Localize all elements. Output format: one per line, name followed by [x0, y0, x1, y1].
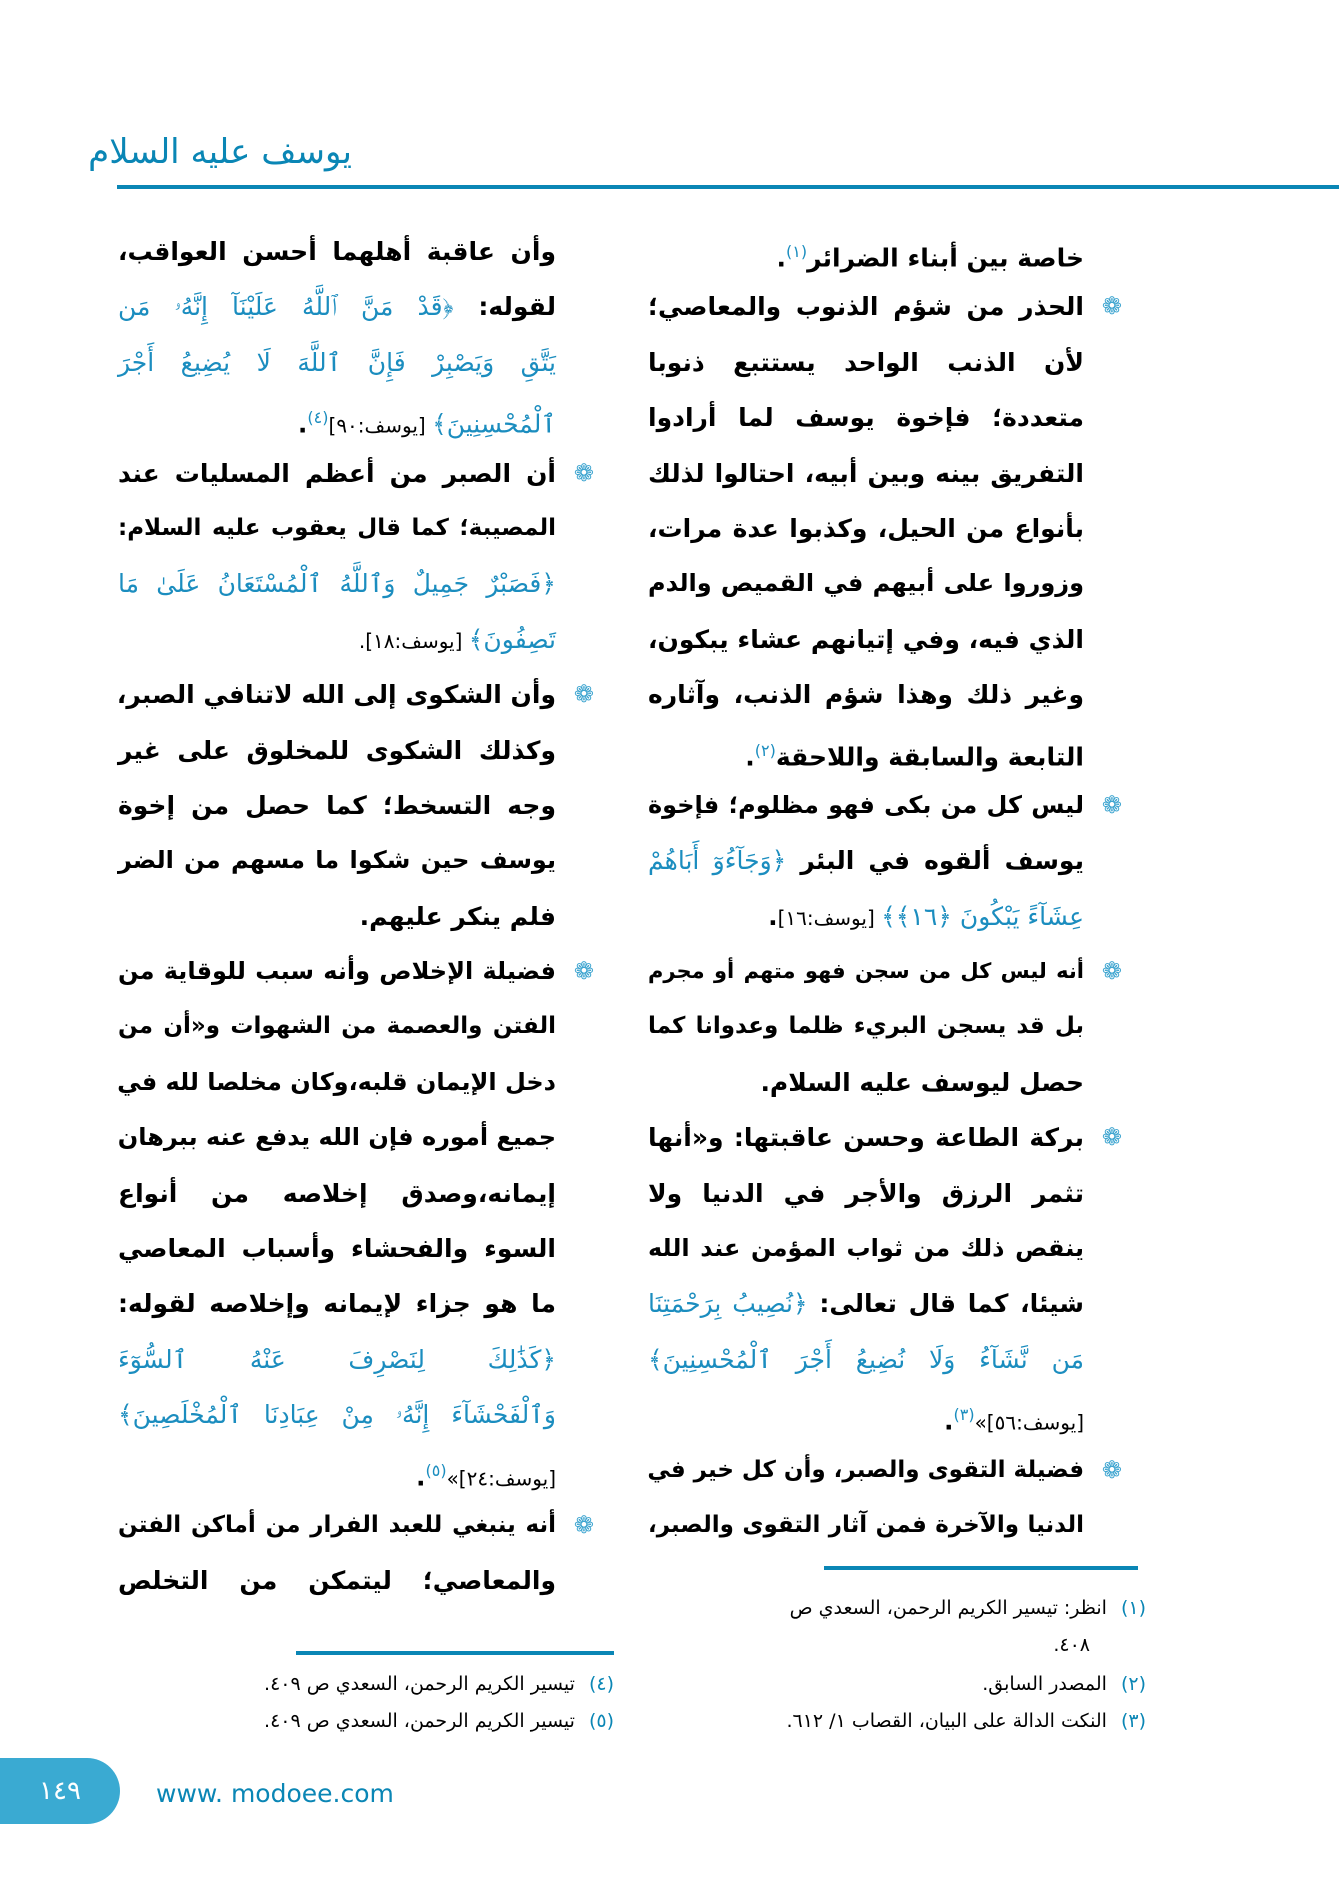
text-line	[118, 1332, 556, 1387]
body-text: إيمانه،وصدق إخلاصه من أنواع	[118, 1178, 556, 1208]
body-text: السوء والفحشاء وأسباب المعاصي	[118, 1234, 556, 1264]
verse-reference: [يوسف:٩٠]	[328, 413, 433, 438]
website-url[interactable]: www. modoee.com	[156, 1779, 394, 1808]
body-text: وأن الشكوى إلى الله لاتنافي الصبر،	[116, 680, 556, 710]
body-text: التابعة والسابقة واللاحقة	[775, 741, 1084, 771]
text-line	[648, 1221, 1084, 1276]
footnote-text: النكت الدالة على البيان، القصاب ١/ ٦١٢.	[786, 1710, 1107, 1732]
text-line	[118, 612, 556, 667]
text-line	[118, 556, 556, 611]
body-text: .	[943, 1406, 954, 1436]
text-line	[648, 1498, 1084, 1553]
footnote-1-continued	[1053, 1627, 1090, 1663]
text-line	[648, 833, 1084, 888]
verse-reference: [يوسف:١٨].	[358, 628, 469, 653]
quran-verse: وَٱلْفَحْشَآءَ إِنَّهُۥ مِنْ عِبَادِنَا ٱلْمُخْلَصِينَ﴾	[118, 1400, 556, 1430]
quran-verse: ﴿كَذَٰلِكَ لِنَصْرِفَ عَنْهُ ٱلسُّوٓءَ	[118, 1344, 556, 1374]
footnote-marker[interactable]: (٤)	[307, 408, 329, 428]
body-text: .	[415, 1461, 426, 1491]
right-text-column	[647, 224, 1122, 1553]
bullet-point-line	[118, 944, 594, 999]
text-line	[118, 1110, 556, 1165]
text-line	[118, 723, 556, 778]
footnote-text: تيسير الكريم الرحمن، السعدي ص ٤٠٩.	[264, 1673, 575, 1695]
body-text: أن الصبر من أعظم المسليات عند	[118, 458, 556, 488]
footnote-5	[264, 1703, 614, 1739]
bullet-flower-icon: ❁	[1101, 1455, 1122, 1484]
body-text: جميع أموره فإن الله يدفع عنه ببرهان	[117, 1123, 556, 1152]
body-text: .	[768, 901, 778, 931]
text-line	[648, 501, 1084, 556]
body-text: وغير ذلك وهذا شؤم الذنب، وآثاره	[648, 680, 1084, 710]
body-text: فلم ينكر عليهم.	[359, 901, 556, 931]
bullet-flower-icon: ❁	[1101, 1123, 1122, 1152]
body-text: بأنواع من الحيل، وكذبوا عدة مرات،	[648, 513, 1084, 543]
body-text: المصيبة؛ كما قال يعقوب عليه السلام:	[118, 514, 556, 541]
footnote-2	[982, 1666, 1146, 1702]
body-text: شيئا، كما قال تعالى:	[807, 1289, 1084, 1319]
body-text: الدنيا والآخرة فمن آثار التقوى والصبر،	[648, 1511, 1084, 1538]
text-line	[648, 335, 1084, 390]
quran-verse: ﴿نُصِيبُ بِرَحْمَتِنَا	[648, 1289, 808, 1319]
text-line	[648, 667, 1084, 722]
body-text: فضيلة التقوى والصبر، وأن كل خير في	[647, 1456, 1084, 1483]
body-text: يوسف حين شكوا ما مسهم من الضر	[118, 846, 556, 875]
footnote-number: (٢)	[1120, 1673, 1146, 1695]
bullet-point-line	[648, 279, 1122, 334]
body-text: ينقص ذلك من ثواب المؤمن عند الله	[648, 1234, 1084, 1263]
text-line	[118, 889, 556, 944]
bullet-point-line	[648, 778, 1122, 833]
text-line	[648, 1387, 1084, 1442]
footnote-text: المصدر السابق.	[982, 1673, 1107, 1695]
footnote-number: (٤)	[588, 1673, 614, 1695]
body-text: تثمر الرزق والأجر في الدنيا ولا	[648, 1178, 1084, 1208]
footnote-4	[264, 1666, 614, 1702]
bullet-flower-icon: ❁	[573, 957, 594, 986]
text-line	[648, 889, 1084, 944]
text-line	[648, 390, 1084, 445]
text-line	[648, 224, 1084, 279]
bullet-point-line	[116, 667, 594, 722]
text-line	[118, 778, 556, 833]
text-line	[648, 1166, 1084, 1221]
body-text: بل قد يسجن البريء ظلما وعدوانا كما	[648, 1013, 1084, 1040]
quran-verse: مَن نَّشَآءُ وَلَا نُضِيعُ أَجْرَ ٱلْمُحْسِنِينَ﴾	[648, 1344, 1084, 1374]
body-text: وجه التسخط؛ كما حصل من إخوة	[118, 790, 556, 820]
quran-verse: يَتَّقِ وَيَصْبِرْ فَإِنَّ ٱللَّهَ لَا يُضِيعُ أَجْرَ	[118, 347, 556, 377]
bullet-flower-icon: ❁	[573, 458, 594, 487]
body-text: ما هو جزاء لإيمانه وإخلاصه لقوله:	[118, 1289, 556, 1319]
text-line	[118, 501, 556, 556]
bullet-flower-icon: ❁	[573, 1510, 594, 1539]
body-text: فضيلة الإخلاص وأنه سبب للوقاية من	[118, 957, 556, 986]
bullet-point-line	[118, 446, 594, 501]
footnote-3	[786, 1703, 1146, 1739]
page-number: ١٤٩	[39, 1776, 81, 1806]
text-line	[118, 999, 556, 1054]
body-text: والمعاصي؛ ليتمكن من التخلص	[118, 1566, 556, 1596]
quran-verse: ﴿وَجَآءُوٓ أَبَاهُمْ	[648, 846, 787, 876]
footnote-marker[interactable]: (٢)	[754, 740, 776, 760]
bullet-point-line	[118, 1498, 594, 1553]
verse-reference: [يوسف:٥٦]»	[974, 1410, 1084, 1435]
text-line	[118, 1276, 556, 1331]
bullet-point-line	[647, 1443, 1122, 1498]
bullet-flower-icon: ❁	[1101, 957, 1122, 986]
text-line	[118, 390, 556, 445]
text-line	[648, 446, 1084, 501]
body-text: أنه ينبغي للعبد الفرار من أماكن الفتن	[118, 1511, 556, 1538]
quran-verse: ﴿قَدْ مَنَّ ٱللَّهُ عَلَيْنَآ إِنَّهُۥ مَن	[118, 292, 454, 322]
bullet-point-line	[648, 1110, 1122, 1165]
body-text: وأن عاقبة أهلهما أحسن العواقب،	[118, 237, 556, 266]
text-line	[118, 833, 556, 888]
page-number-tab	[0, 1758, 120, 1824]
text-line	[118, 1553, 556, 1608]
footnote-divider-left	[296, 1651, 614, 1655]
body-text: .	[297, 409, 308, 439]
text-line	[648, 556, 1084, 611]
footnote-text: انظر: تيسير الكريم الرحمن، السعدي ص	[789, 1597, 1107, 1619]
body-text: الذي فيه، وفي إتيانهم عشاء يبكون،	[648, 624, 1084, 654]
body-text: يوسف ألقوه في البئر	[786, 846, 1084, 876]
body-text: التفريق بينه وبين أبيه، احتالوا لذلك	[648, 458, 1084, 488]
bullet-flower-icon: ❁	[1101, 292, 1122, 321]
body-text: وكذلك الشكوى للمخلوق على غير	[118, 735, 556, 765]
footnote-marker[interactable]: (٣)	[953, 1405, 975, 1425]
body-text: أنه ليس كل من سجن فهو متهم أو مجرم	[648, 959, 1084, 984]
text-line	[118, 1387, 556, 1442]
quran-verse: تَصِفُونَ﴾	[468, 624, 556, 654]
text-line	[118, 1055, 556, 1110]
footnote-marker[interactable]: (١)	[786, 242, 808, 261]
footnote-marker[interactable]: (٥)	[425, 1460, 447, 1480]
body-text: لقوله:	[453, 292, 556, 322]
quran-verse: عِشَآءً يَبْكُونَ ﴿١٦﴾﴾	[881, 901, 1084, 931]
body-text: الفتن والعصمة من الشهوات و«أن من	[118, 1013, 556, 1040]
footnote-divider-right	[824, 1566, 1138, 1570]
chapter-title: يوسف عليه السلام	[88, 132, 352, 172]
body-text: بركة الطاعة وحسن عاقبتها: و«أنها	[648, 1123, 1084, 1153]
text-line	[648, 1276, 1084, 1331]
quran-verse: ﴿فَصَبْرٌ جَمِيلٌ وَٱللَّهُ ٱلْمُسْتَعَانُ عَلَىٰ مَا	[118, 569, 556, 599]
footnote-text: ٤٠٨.	[1053, 1634, 1090, 1656]
text-line	[118, 1443, 556, 1498]
body-text: .	[776, 243, 786, 273]
header-divider	[117, 185, 1339, 189]
body-text: حصل ليوسف عليه السلام.	[760, 1067, 1084, 1097]
left-text-column	[116, 224, 594, 1609]
text-line	[648, 1332, 1084, 1387]
body-text: ليس كل من بكى فهو مظلوم؛ فإخوة	[648, 790, 1084, 819]
text-line	[118, 224, 556, 279]
body-text: خاصة بين أبناء الضرائر	[807, 243, 1084, 273]
text-line	[648, 723, 1084, 778]
footnote-number: (١)	[1120, 1597, 1146, 1619]
body-text: الحذر من شؤم الذنوب والمعاصي؛	[648, 292, 1084, 322]
body-text: .	[745, 741, 755, 771]
bullet-flower-icon: ❁	[573, 680, 594, 709]
footnote-number: (٥)	[588, 1710, 614, 1732]
text-line	[648, 1055, 1084, 1110]
verse-reference: [يوسف:٢٤]»	[446, 1465, 556, 1490]
quran-verse: ٱلْمُحْسِنِينَ﴾	[432, 409, 556, 439]
text-line	[118, 279, 556, 334]
footnote-text: تيسير الكريم الرحمن، السعدي ص ٤٠٩.	[264, 1710, 575, 1732]
footnote-1	[790, 1590, 1146, 1626]
text-line	[118, 335, 556, 390]
text-line	[118, 1166, 556, 1221]
text-line	[648, 612, 1084, 667]
footnote-number: (٣)	[1120, 1710, 1146, 1732]
bullet-point-line	[648, 944, 1122, 999]
text-line	[648, 999, 1084, 1054]
body-text: دخل الإيمان قلبه،وكان مخلصا لله في	[117, 1067, 556, 1096]
body-text: وزوروا على أبيهم في القميص والدم	[648, 569, 1084, 598]
body-text: لأن الذنب الواحد يستتبع ذنوبا	[648, 347, 1084, 377]
bullet-flower-icon: ❁	[1101, 790, 1122, 819]
verse-reference: [يوسف:١٦]	[777, 905, 882, 930]
text-line	[118, 1221, 556, 1276]
body-text: متعددة؛ فإخوة يوسف لما أرادوا	[648, 403, 1084, 433]
